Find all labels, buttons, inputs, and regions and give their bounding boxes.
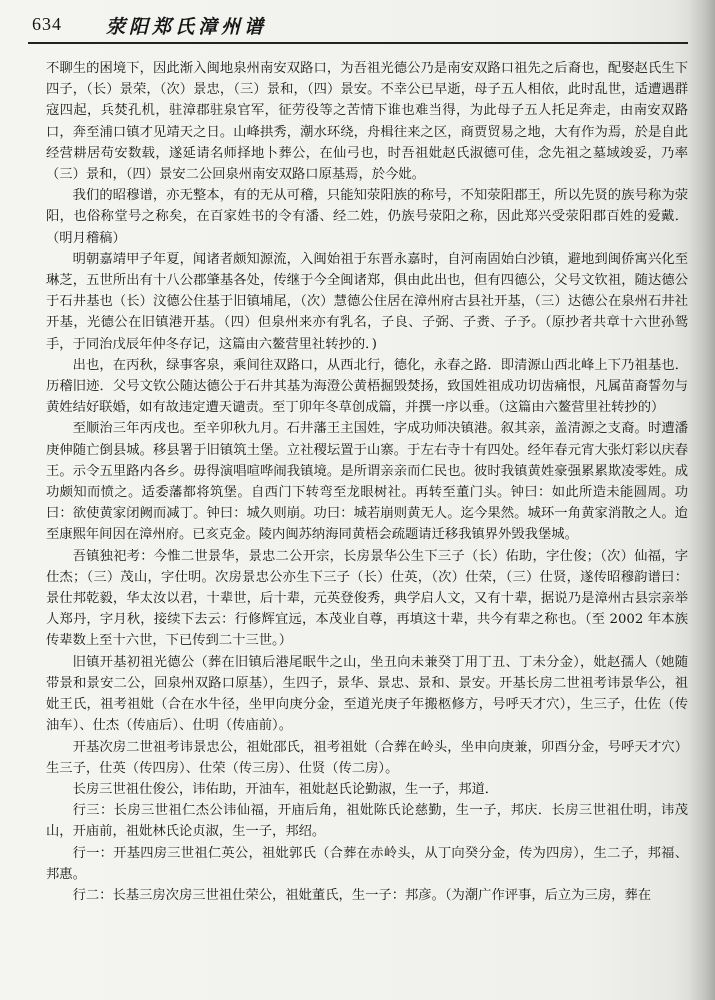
paragraph-10: 行三：长房三世祖仁杰公讳仙福，开庙后角，祖妣陈氏论慈勤，生一子，邦庆．长房三世祖仕明，讳茂山，开庙前，祖妣林氏论贞淑，生一子，邦绍。 (46, 803, 688, 840)
paragraph-9: 长房三世祖仕俊公，讳佑助，开油车，祖妣赵氏论勤淑，生一子，邦道． (72, 781, 499, 797)
paragraph-6: 吾镇独祀考：今惟二世景华，景忠二公开宗，长房景华公生下三子（长）佑助，字仕俊；（次）仙福，字仕杰；（三）茂山，字仕明。次房景忠公亦生下三子（长）仕英，（次）仕荣，（三）仕贤，遂传昭穆韵谱曰：景仕邦乾毅，华太汝以君，十辈世，后十辈，元英登俊秀，典学启人文，又有十辈，据说乃是漳州古县宗亲举人郑丹，字月秋，接续下去云：行修辉宜远，本茂业自尊，再填这十辈，共今有辈之称也。（至 2002 年本族传辈数上至十六世，下已传到二十三世。） (46, 548, 688, 649)
paragraph-4: 出也，在丙秋，绿事客泉，乘间往双路口，从西北行，德化，永春之路．即清源山西北峰上下乃祖基也．历稽旧迹．父号文钦公随达德公于石井其基为海澄公黄梧掘毁焚扬，致国姓祖成功切齿痛恨，凡属苗裔誓勿与黄姓结好联婚，如有故违定遭天谴责。至丁卯年冬草创成篇，并撰一序以垂。（这篇由六鳌营里社转抄的） (46, 357, 688, 416)
paragraph-1: 不聊生的困境下，因此渐入闽地泉州南安双路口，为吾祖光德公乃是南安双路口祖先之后裔也，配娶赵氏生下四子，（长）景荣，（次）景忠，（三）景和，（四）景安。不幸公已早逝，母子五人相依，此时乱世，适遭遇群寇四起，兵焚孔机，驻漳郡驻泉官军，征劳役等之苦情下谁也难当得，为此母子五人托足奔走，由南安双路口，奔至浦口镇才见靖天之日。山峰拱秀，潮水环绕，舟楫往来之区，商贾贸易之地，大有作为焉，於是自此经营耕居苟安数载，遂延请名师择地卜葬公，在仙弓也，时吾祖妣赵氏淑德可佳，念先祖之墓域竣妥，乃率（三）景和，（四）景安二公回泉州南安双路口原基焉，於今妣。 (46, 61, 688, 183)
paragraph-7: 旧镇开基初祖光德公（葬在旧镇后港尾眠牛之山，坐丑向未兼癸丁用丁丑、丁未分金），妣赵孺人（她随带景和景安二公，回泉州双路口原基），生四子，景华、景忠、景和、景安。开基长房二世祖考讳景华公，祖妣王氏，祖考祖妣（合在水牛径，坐甲向庚分金，至道光庚子年搬柩修方，号呼天才穴），生三子，仕佐（传油车）、仕杰（传庙后）、仕明（传庙前）。 (46, 654, 688, 734)
page-edge-shadow (689, 0, 715, 1000)
page-number: 634 (32, 14, 62, 34)
page-header (28, 6, 688, 44)
paragraph-12: 行二：长基三房次房三世祖仕荣公，祖妣董氏，生一子：邦彦。（为潮广作评事，后立为三房，葬在 (72, 887, 652, 903)
paragraph-11: 行一：开基四房三世祖仁英公，祖妣郭氏（合葬在赤岭头，从丁向癸分金，传为四房），生二子，邦福、邦惠。 (46, 845, 688, 882)
paragraph-5: 至顺治三年丙戌也。至辛卯秋九月。石井藩王主国姓，字成功师决镇港。叙其亲，盖清源之支裔。时遭潘庚伸随亡倒县城。移县署于旧镇筑土堡。立社稷坛置于山寨。于左右寺十有四处。经年春元宵大张灯彩以庆春王。示令五里路内各乡。毋得演唱喧哗闹我镇境。是所谓亲亲而仁民也。彼时我镇黄姓豪强累累欺凌零姓。成功颇知而愤之。适委藩都将筑堡。自西门下转弯至龙眼树社。再转至董门头。钟曰：如此所造未能圆周。功曰：欲使黄家闭阙而减丁。钟曰：城久则崩。功曰：城若崩则黄无人。迄今果然。城环一角黄家消散之人。迨至康熙年间因在漳州府。已亥克金。陵内闽苏纳海同黄梧会疏题请迁移我镇界外毁我堡城。 (46, 421, 688, 543)
body-text (46, 58, 688, 906)
paragraph-8: 开基次房二世祖考讳景忠公，祖妣邵氏，祖考祖妣（合葬在岭头，坐申向庚兼，卯酉分金，号呼天才穴）生三子，仕英（传四房）、仕荣（传三房）、仕贤（传二房）。 (46, 739, 688, 776)
paragraph-2: 我们的昭穆谱，亦无整本，有的无从可稽，只能知荥阳族的称号，不知荥阳郡王，所以先贤的族号称为荥阳，也俗称堂号之称矣，在百家姓书的令有潘、经二姓，仍族号荥阳之称，因此郑兴受荥阳郡百姓的爱戴．（明月稽稿） (46, 188, 688, 246)
paragraph-3: 明朝嘉靖甲子年夏，闻诸者颇知源流，入闽始祖于东晋永嘉时，自河南固始白沙镇，避地到闽侨寓兴化至琳芝，五世所出有十八公郡肇基各处，传继于今全闽诸郑，俱由此出也，但有四德公，父号文钦祖，随达德公于石井基也（长）汶德公住基于旧镇埔尾，（次）慧德公住居在漳州府古县社开基，（三）达德公在泉州石井社开基，光德公在旧镇港开基。（四）但泉州来亦有乳名，子良、子弼、子赉、子予。（原抄者共章十六世孙鸳手，于同治戊辰年仲冬存记，这篇由六鳌营里社转抄的．) (46, 251, 688, 352)
running-title: 荥阳郑氏漳州谱 (106, 16, 268, 38)
